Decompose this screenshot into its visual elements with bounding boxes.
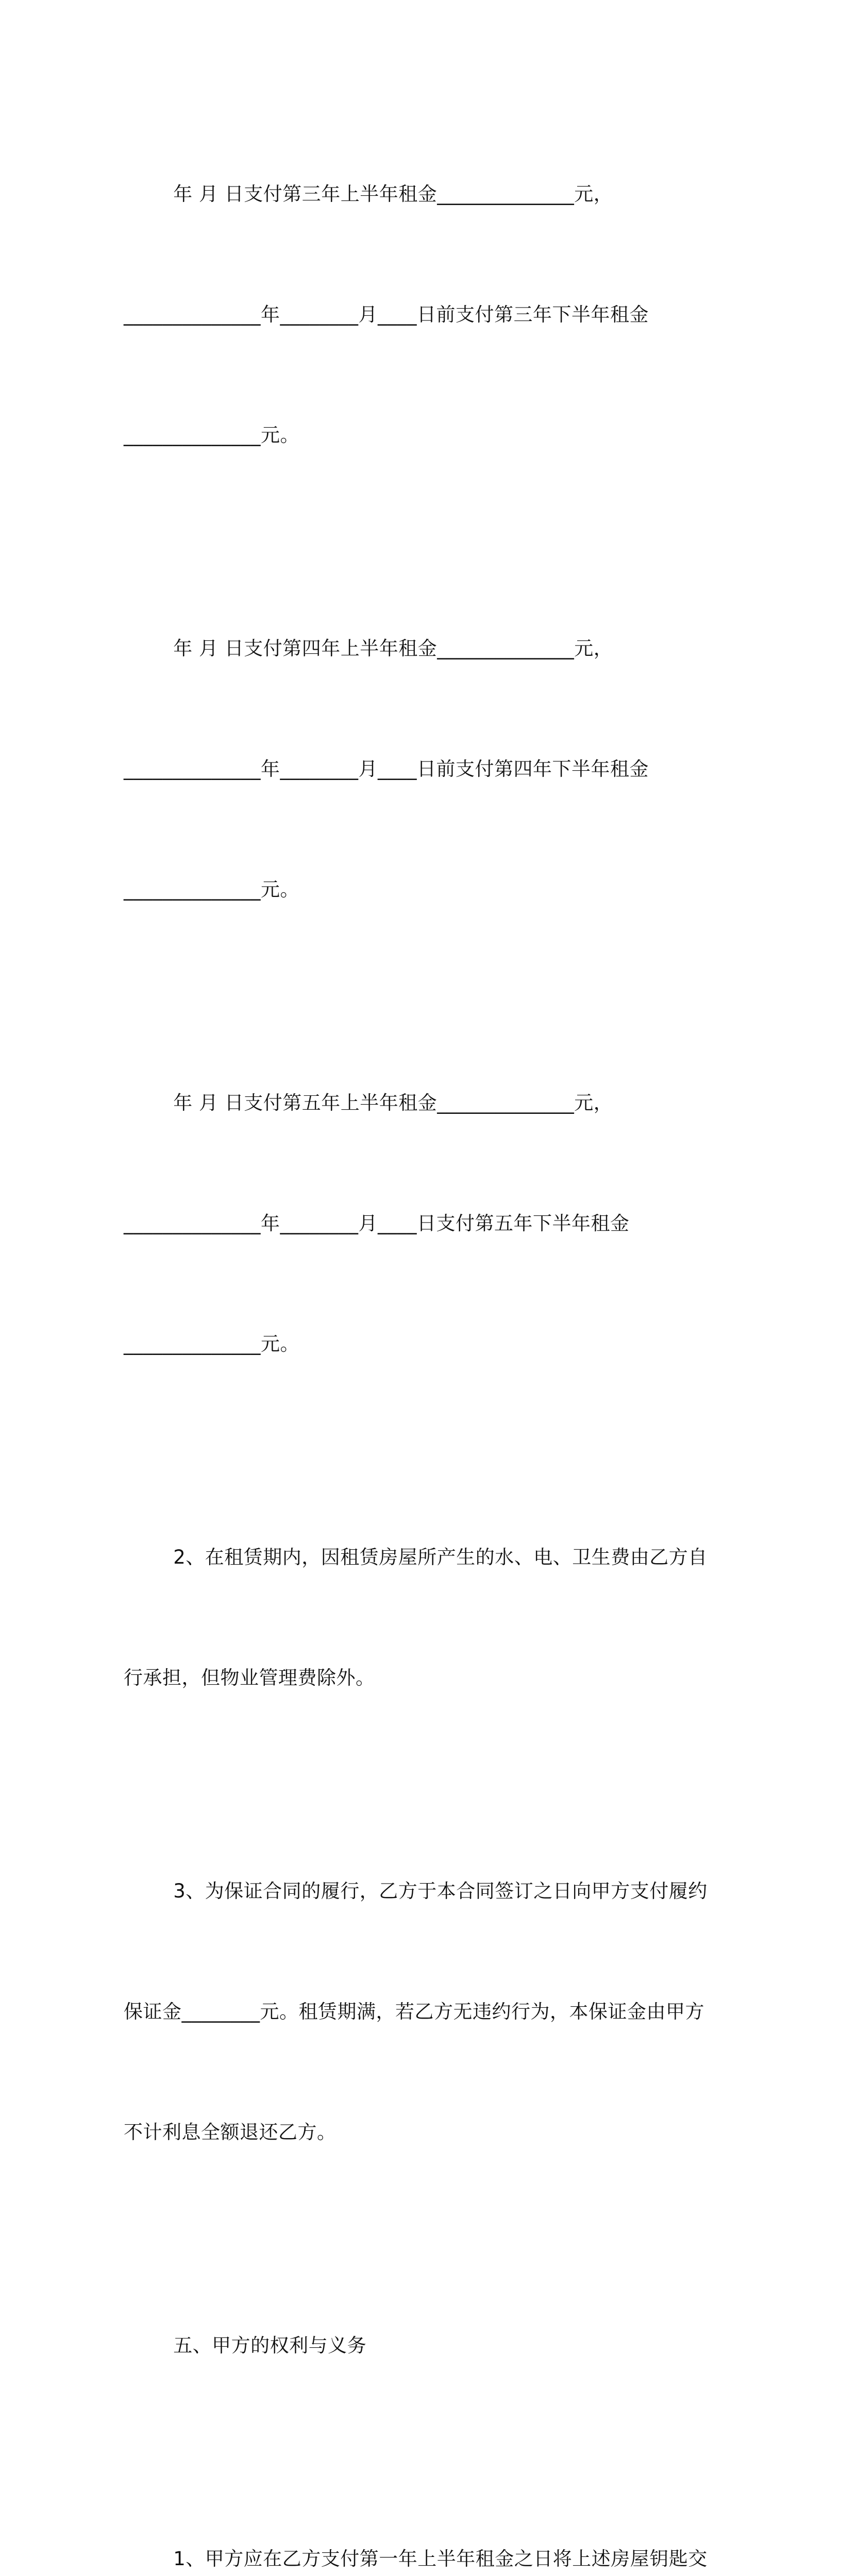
section-heading: 五、甲方的权利与义务: [173, 2334, 367, 2357]
text-line: 2、在租赁期内，因租赁房屋所产生的水、电、卫生费由乙方自: [173, 1546, 708, 1568]
text-line: 保证金________元。租赁期满，若乙方无违约行为，本保证金由甲方: [124, 2001, 704, 2023]
text-line: ______________元。: [124, 424, 299, 446]
text-line: 年 月 日支付第五年上半年租金______________元，: [173, 1092, 613, 1114]
paragraph-rent-year-5: [124, 1003, 701, 1445]
text-line: 3、为保证合同的履行，乙方于本合同签订之日向甲方支付履约: [173, 1880, 708, 1902]
text-line: 不计利息全额退还乙方。: [124, 2121, 337, 2143]
text-line: 行承担，但物业管理费除外。: [124, 1667, 375, 1689]
section-heading-party-a-rights: [124, 2245, 701, 2446]
paragraph-key-handover: [124, 2459, 708, 2576]
text-line: 年 月 日支付第三年上半年租金______________元，: [173, 183, 613, 205]
paragraph-utilities: [124, 1457, 708, 1778]
text-line: ______________年________月____日前支付第三年下半年租金: [124, 303, 649, 326]
paragraph-deposit: [124, 1791, 708, 2233]
text-line: 年 月 日支付第四年上半年租金______________元，: [173, 637, 613, 659]
paragraph-rent-year-3: [124, 94, 701, 536]
text-line: ______________年________月____日支付第五年下半年租金: [124, 1212, 630, 1234]
text-line: ______________元。: [124, 1333, 299, 1355]
document-body: [124, 94, 708, 2576]
text-line: ______________年________月____日前支付第四年下半年租金: [124, 758, 649, 780]
text-line: 1、甲方应在乙方支付第一年上半年租金之日将上述房屋钥匙交: [173, 2548, 708, 2570]
paragraph-rent-year-4: [124, 548, 701, 990]
text-line: ______________元。: [124, 878, 299, 901]
